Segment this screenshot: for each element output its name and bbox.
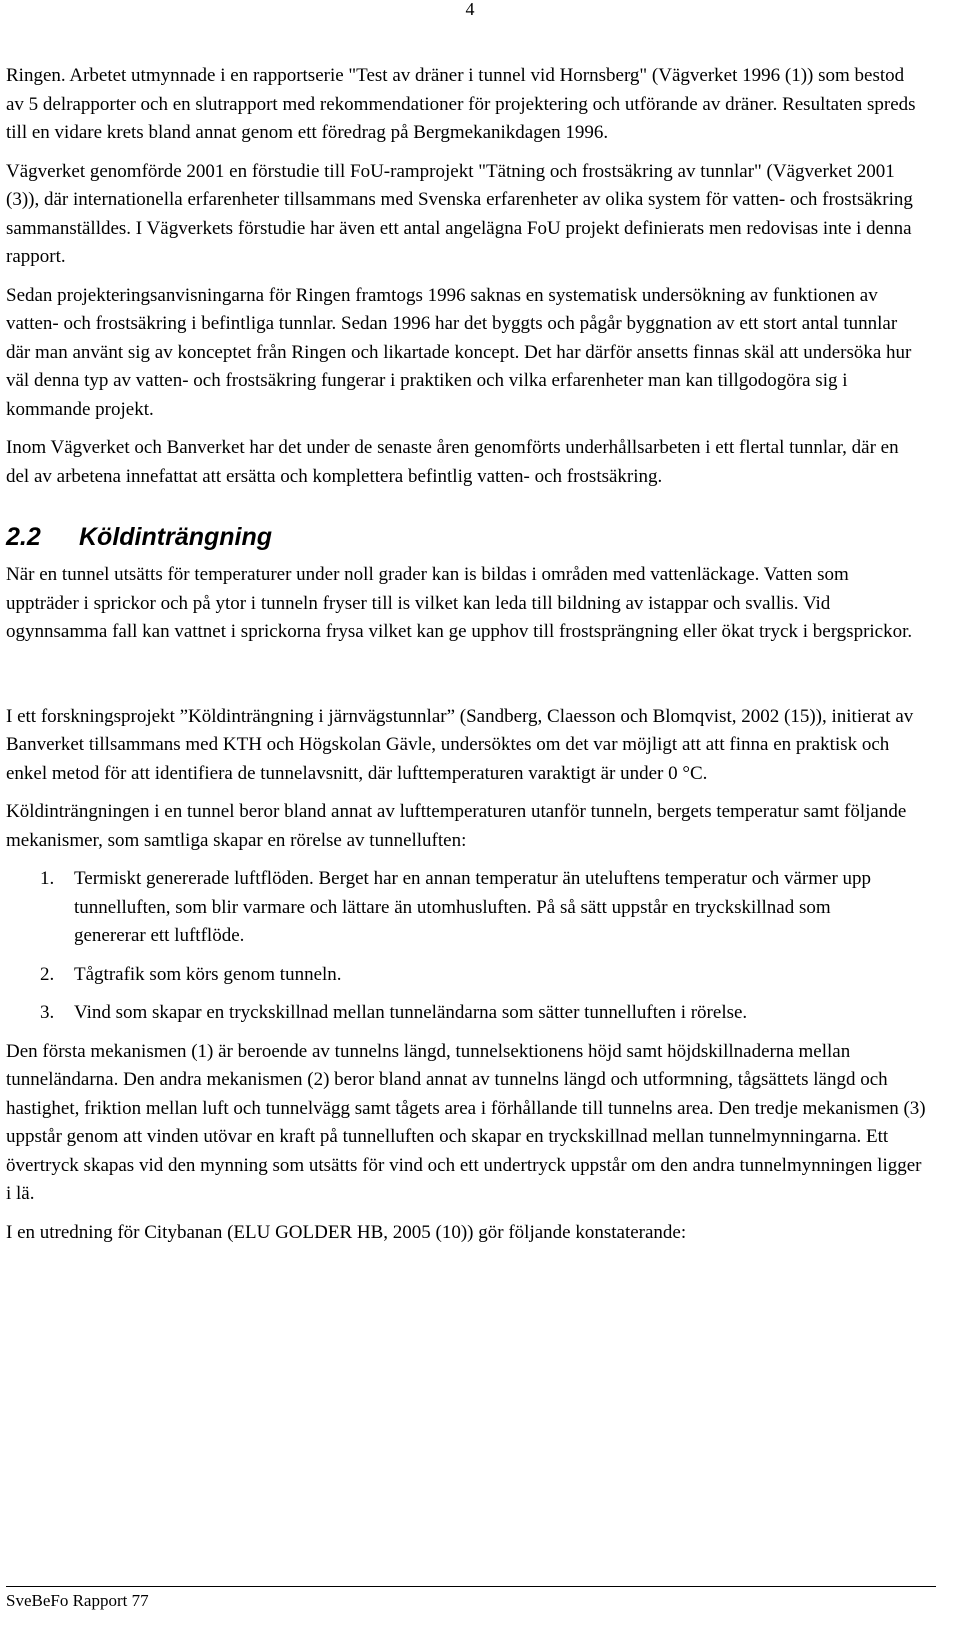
section-title: Köldinträngning <box>79 523 273 551</box>
section-heading <box>6 519 926 555</box>
list-item <box>6 961 926 990</box>
paragraph-intro-1: Ringen. Arbetet utmynnade i en rapportserie "Test av dräner i tunnel vid Hornsberg" (Vägverket 1996 (1)) som bestod av 5 delrapporter och en slutrapport med rekommendationer för projektering och utförande av dräner. Resultaten spreds till en vidare krets bland annat genom ett föredrag på Bergmekanikdagen 1996. <box>6 65 916 143</box>
list-item <box>6 999 926 1028</box>
paragraph-section-3: Köldinträngningen i en tunnel beror bland annat av lufttemperaturen utanför tunneln, bergets temperatur samt följande mekanismer, som samtliga skapar en rörelse av tunnelluften: <box>6 801 907 851</box>
mechanism-list <box>6 865 926 1028</box>
paragraph-section-2: I ett forskningsprojekt ”Köldinträngning i järnvägstunnlar” (Sandberg, Claesson och Blomqvist, 2002 (15)), initierat av Banverket tillsammans med KTH och Högskolan Gävle, undersöktes om det var möjligt att att finna en praktisk och enkel metod för att identifiera de tunnelavsnitt, där lufttemperaturen varaktigt är under 0 °C. <box>6 705 914 784</box>
paragraph-section-5: I en utredning för Citybanan (ELU GOLDER HB, 2005 (10)) gör följande konstaterande: <box>6 1221 687 1243</box>
footer-report-name: SveBeFo Rapport 77 <box>6 1591 149 1610</box>
list-item-number: 2. <box>40 963 55 985</box>
list-item <box>6 865 926 951</box>
paragraph-intro-3: Sedan projekteringsanvisningarna för Ringen framtogs 1996 saknas en systematisk undersökning av funktionen av vatten- och frostsäkring i befintliga tunnlar. Sedan 1996 har det byggts och pågår byggnation av ett stort antal tunnlar där man använt sig av konceptet från Ringen och likartade koncept. Det har därför ansetts finnas skäl att undersöka hur väl denna typ av vatten- och frostsäkring fungerar i praktiken och vilka erfarenheter man kan tillgodogöra sig i kommande projekt. <box>6 284 912 420</box>
list-item-text: Termiskt genererade luftflöden. Berget har en annan temperatur än uteluftens temperatur och värmer upp tunnelluften, som blir varmare och lättare än utomhusluften. På så sätt uppstår en tryckskillnad som genererar ett luftflöde. <box>74 868 872 946</box>
list-item-text: Tågtrafik som körs genom tunneln. <box>74 963 342 985</box>
page-number: 4 <box>465 0 475 19</box>
paragraph-intro-4: Inom Vägverket och Banverket har det under de senaste åren genomförts underhållsarbeten i ett flertal tunnlar, där en del av arbetena innefattat att ersätta och komplettera befintlig vatten- och frostsäkring. <box>6 437 899 487</box>
section-number: 2.2 <box>6 523 41 551</box>
paragraph-section-4: Den första mekanismen (1) är beroende av tunnelns längd, tunnelsektionens höjd samt höjdskillnaderna mellan tunneländarna. Den andra mekanismen (2) beror bland annat av tunnelns längd och utformning, tågsättets längd och hastighet, friktion mellan luft och tunnelvägg samt tågets area i förhållande till tunnelns area. Den tredje mekanismen (3) uppstår genom att vinden utövar en kraft på tunnelluften och skapar en tryckskillnad mellan tunnelmynningarna. Ett övertryck skapas vid den mynning som utsätts för vind och ett undertryck uppstår om den andra tunnelmynningen ligger i lä. <box>6 1040 926 1204</box>
paragraph-section-1: När en tunnel utsätts för temperaturer under noll grader kan is bildas i områden med vattenläckage. Vatten som uppträder i sprickor och på ytor i tunneln fryser till is vilket kan leda till bildning av istappar och svallis. Vid ogynnsamma fall kan vattnet i sprickorna frysa vilket kan ge upphov till frostsprängning eller ökat tryck i bergsprickor. <box>6 564 913 642</box>
paragraph-intro-2: Vägverket genomförde 2001 en förstudie till FoU-ramprojekt "Tätning och frostsäkring av tunnlar" (Vägverket 2001 (3)), där internationella erfarenheter tillsammans med Svenska erfarenheter av olika system för vatten- och frostsäkring sammanställdes. I Vägverkets förstudie har även ett antal angelägna FoU projekt definierats men redovisas inte i denna rapport. <box>6 160 913 267</box>
footer-divider <box>6 1586 936 1587</box>
document-body <box>6 62 926 1257</box>
list-item-number: 1. <box>40 868 55 889</box>
list-item-text: Vind som skapar en tryckskillnad mellan tunneländarna som sätter tunnelluften i rörelse. <box>74 1002 748 1023</box>
list-item-number: 3. <box>40 1002 55 1023</box>
